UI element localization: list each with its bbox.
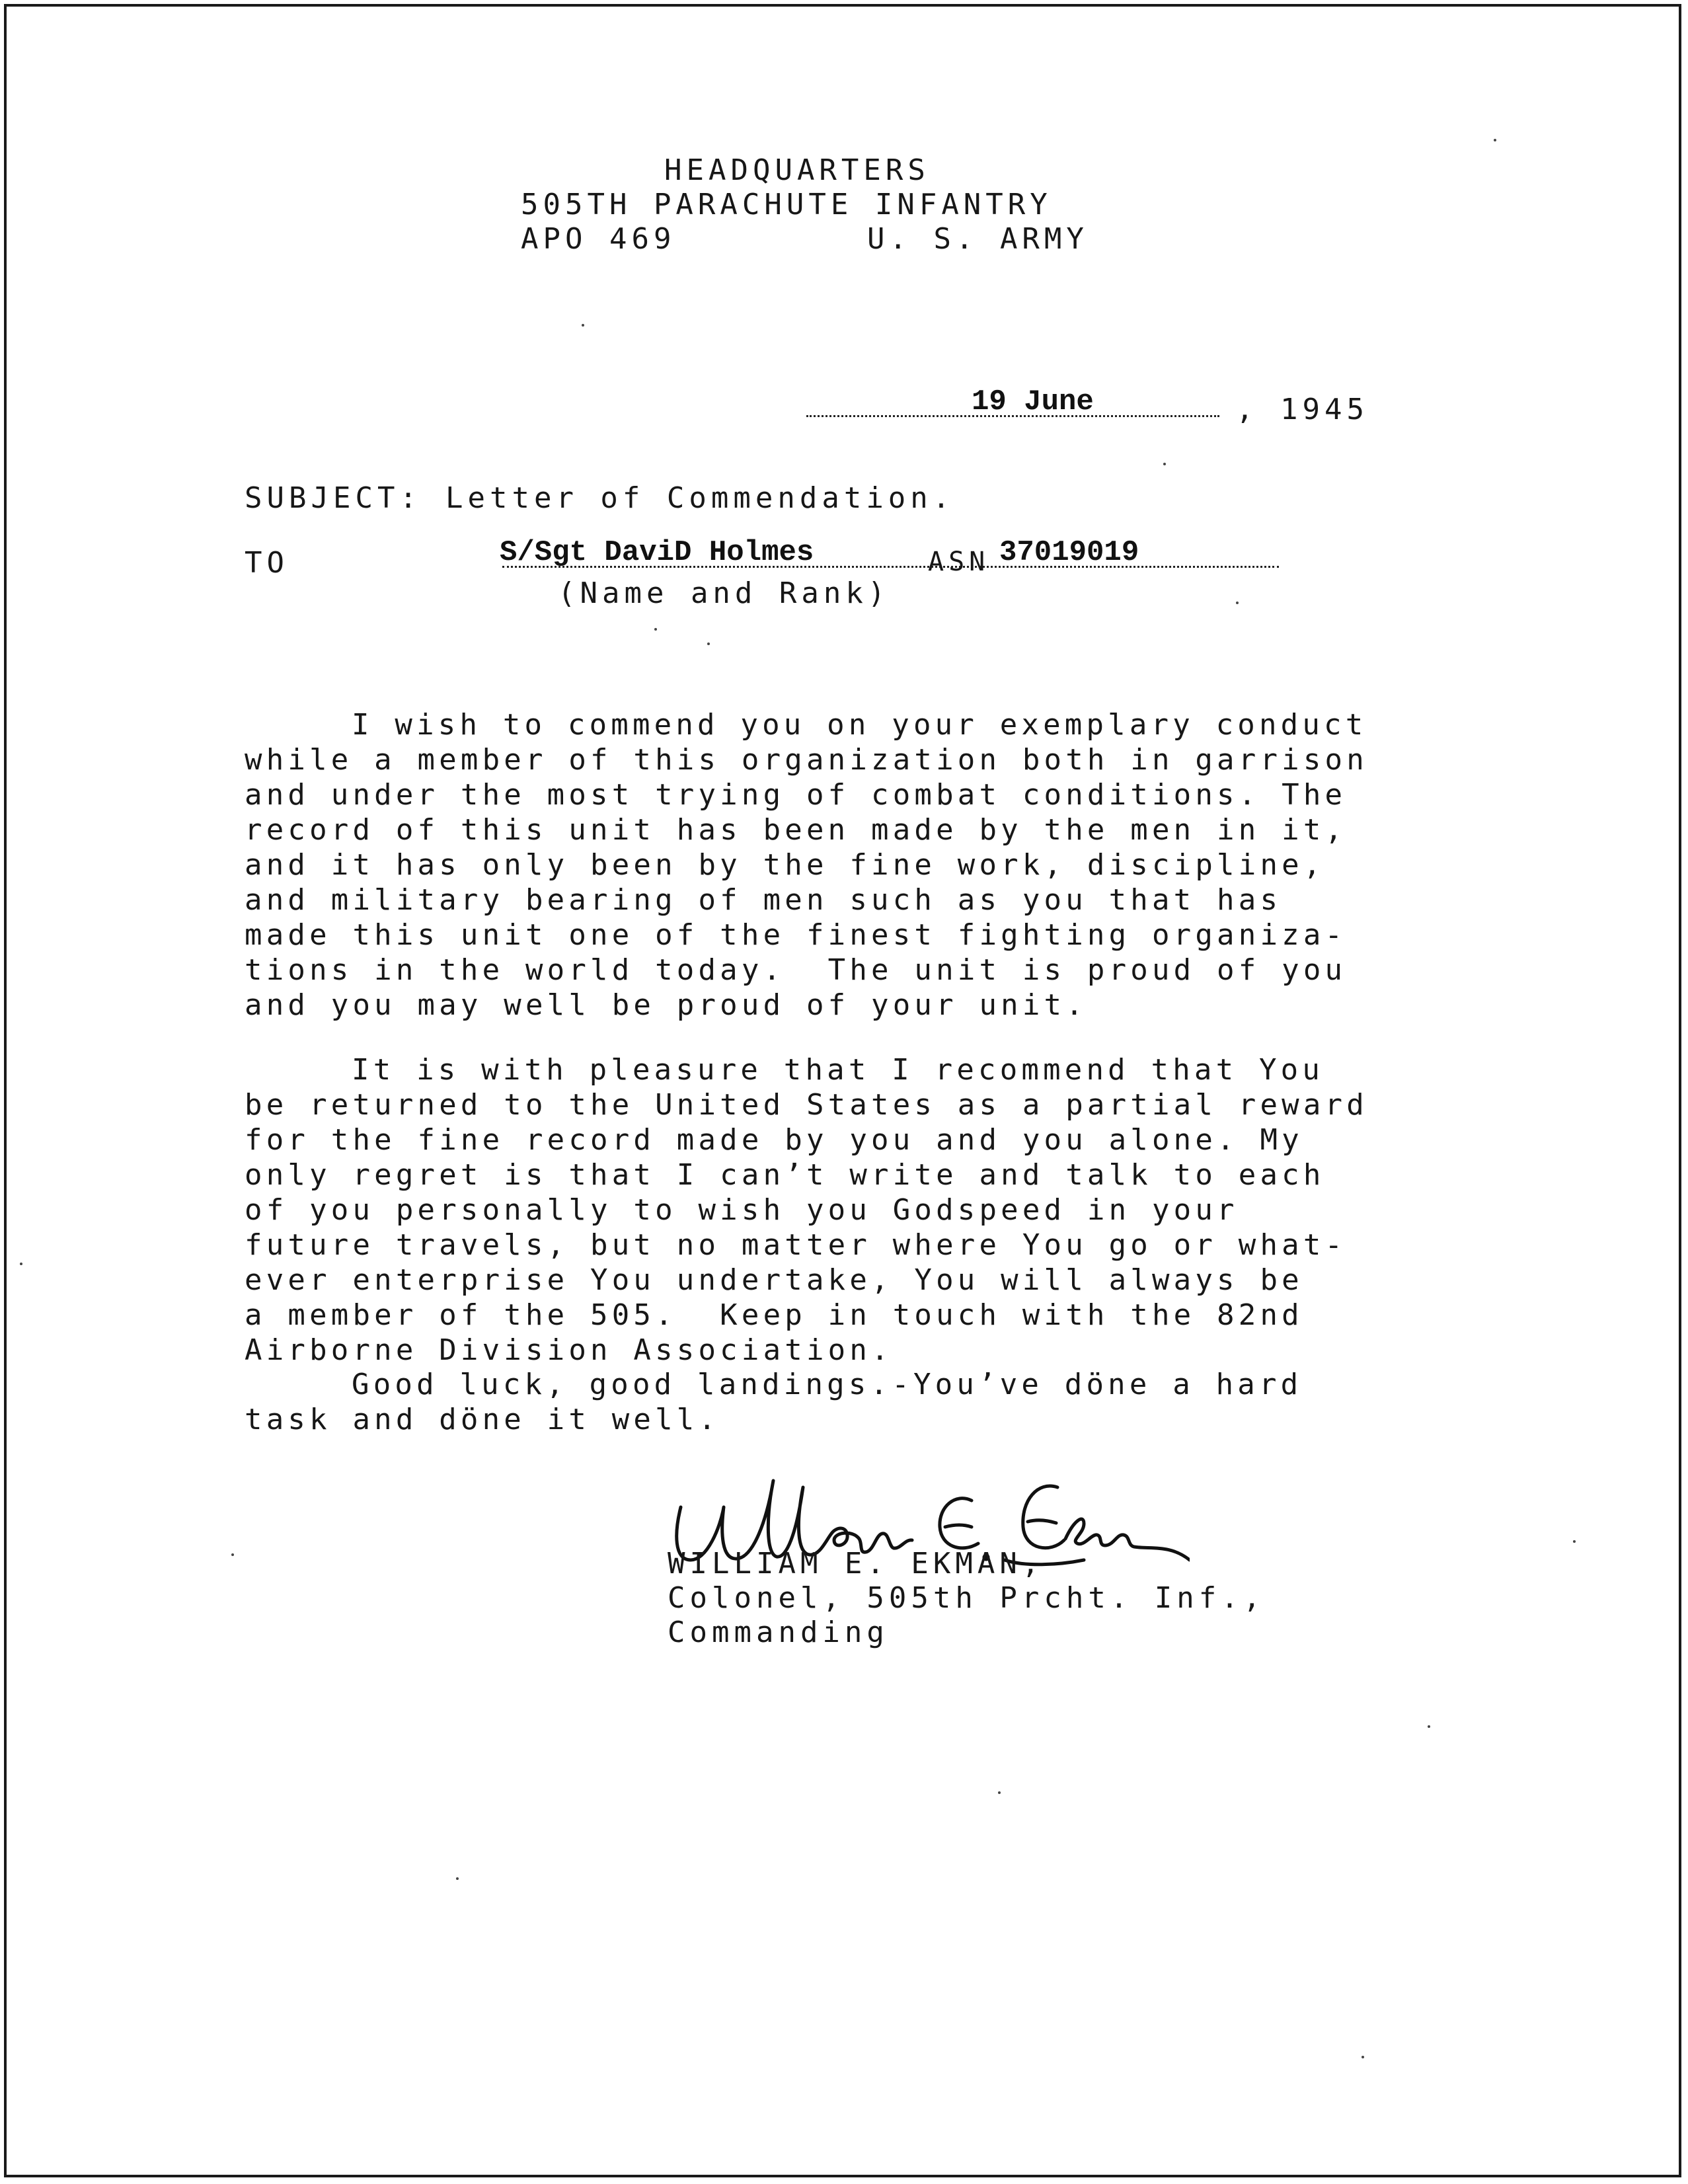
body-line: a member of the 505. Keep in touch with the 82nd xyxy=(245,1298,1303,1332)
body-line: made this unit one of the finest fighting organiza- xyxy=(245,918,1347,952)
scan-speck xyxy=(1494,139,1496,141)
scan-speck xyxy=(654,628,657,631)
body-paragraph-2 xyxy=(245,1052,1381,1368)
scan-speck xyxy=(1236,602,1239,604)
signer-name: WILLIAM E. EKMAN, xyxy=(668,1547,1044,1580)
scan-speck xyxy=(1362,2056,1364,2058)
scan-speck xyxy=(456,1877,459,1880)
letterhead-headquarters: HEADQUARTERS xyxy=(664,153,930,187)
signer-role: Commanding xyxy=(668,1616,889,1649)
body-paragraph-1 xyxy=(245,707,1381,1023)
scan-speck xyxy=(582,324,584,327)
scan-speck xyxy=(1428,1725,1430,1728)
date-year: , 1945 xyxy=(1236,393,1369,426)
body-line: I wish to commend you on your exemplary conduct xyxy=(352,708,1367,742)
asn-label: ASN xyxy=(928,547,990,577)
recipient-name: S/Sgt DaviD Holmes xyxy=(500,536,814,569)
body-line: tions in the world today. The unit is proud of you xyxy=(245,953,1347,987)
letterhead-army: U. S. ARMY xyxy=(867,222,1089,256)
body-line: future travels, but no matter where You go or what- xyxy=(245,1228,1347,1262)
body-line: and military bearing of men such as you that has xyxy=(245,883,1282,917)
subject-text: Letter of Commendation. xyxy=(445,481,955,515)
scan-speck xyxy=(998,1791,1001,1794)
to-label: TO xyxy=(245,546,289,580)
body-line: Good luck, good landings.-You’ve döne a hard xyxy=(352,1368,1303,1401)
name-rank-caption: (Name and Rank) xyxy=(558,576,890,610)
scan-speck xyxy=(20,1263,22,1265)
signer-title: Colonel, 505th Prcht. Inf., xyxy=(668,1581,1266,1615)
letter-page xyxy=(4,4,1681,2177)
body-line: only regret is that I can’t write and talk to each xyxy=(245,1158,1325,1192)
scan-speck xyxy=(231,1553,234,1556)
subject-label: SUBJECT: xyxy=(245,481,422,515)
body-line: while a member of this organization both in garrison xyxy=(245,743,1368,777)
body-line: and it has only been by the fine work, discipline, xyxy=(245,848,1325,882)
body-line: and under the most trying of combat conditions. The xyxy=(245,778,1347,812)
asn-number: 37019019 xyxy=(999,536,1139,569)
letterhead-apo: APO 469 xyxy=(521,222,676,256)
body-line: for the fine record made by you and you alone. My xyxy=(245,1123,1303,1157)
body-line: It is with pleasure that I recommend that You xyxy=(352,1053,1324,1087)
letterhead-unit: 505TH PARACHUTE INFANTRY xyxy=(521,188,1052,221)
scan-speck xyxy=(707,643,710,645)
body-line: ever enterprise You undertake, You will always be xyxy=(245,1263,1303,1297)
scan-speck xyxy=(1573,1540,1576,1543)
date-day-month: 19 June xyxy=(972,385,1094,418)
scan-speck xyxy=(1163,463,1166,465)
body-line: and you may well be proud of your unit. xyxy=(245,988,1087,1022)
body-line: task and döne it well. xyxy=(245,1403,720,1436)
body-line: record of this unit has been made by the men in it, xyxy=(245,813,1347,847)
body-line: be returned to the United States as a partial reward xyxy=(245,1088,1368,1122)
body-line: Airborne Division Association. xyxy=(245,1333,893,1367)
body-paragraph-3 xyxy=(245,1367,1381,1437)
body-line: of you personally to wish you Godspeed in your xyxy=(245,1193,1239,1227)
